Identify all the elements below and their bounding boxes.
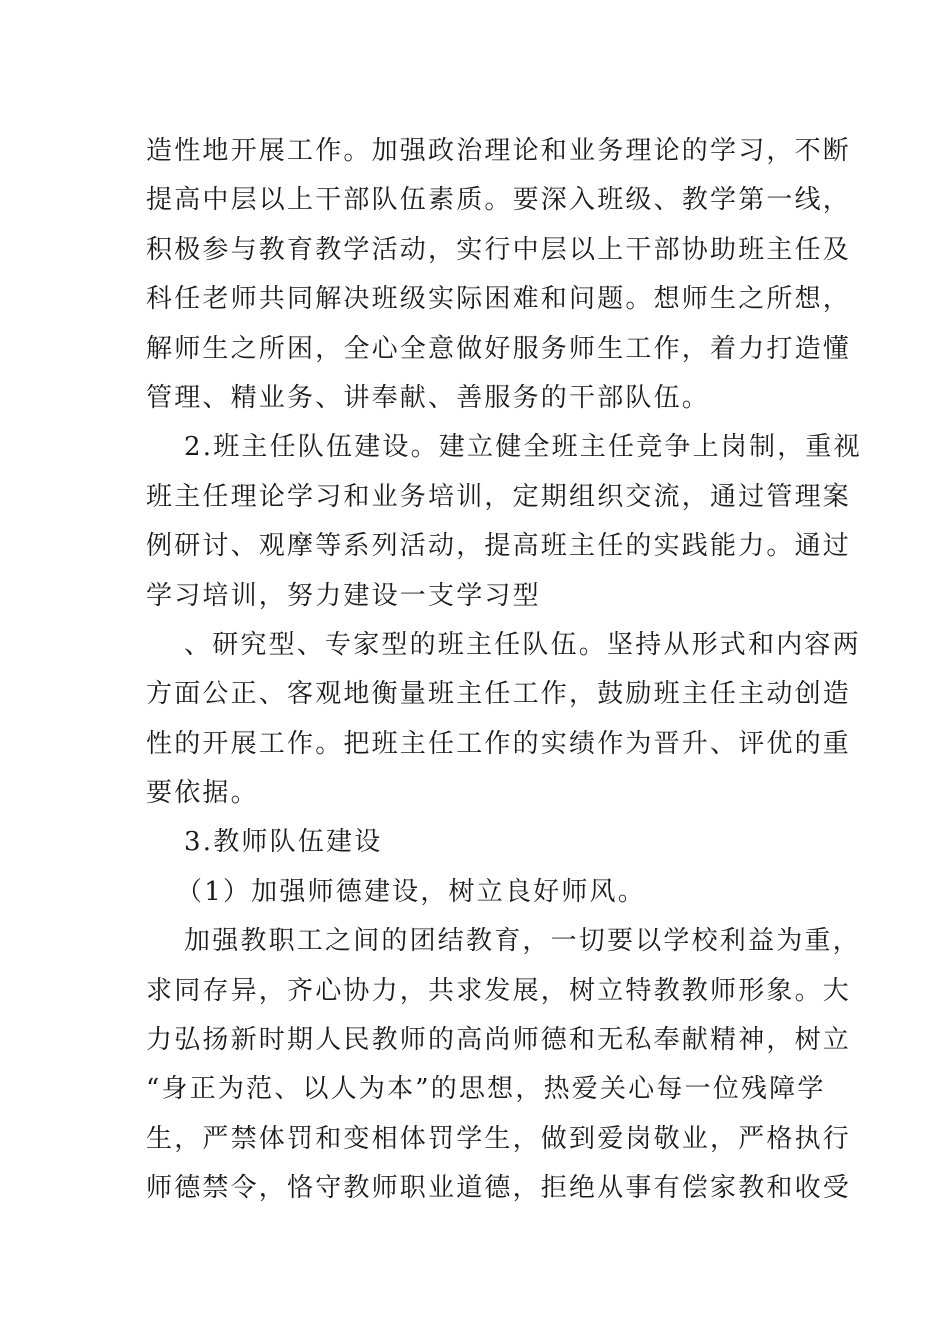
- text-line: 力弘扬新时期人民教师的高尚师德和无私奉献精神，树立: [146, 1025, 852, 1056]
- section-heading-teacher-team: 3.教师队伍建设: [184, 827, 383, 858]
- text-line: “身正为范、以人为本”的思想，热爱关心每一位残障学: [146, 1074, 826, 1105]
- subsection-heading: （1）加强师德建设，树立良好师风。: [176, 876, 646, 907]
- text-line: 求同存异，齐心协力，共求发展，树立特教教师形象。大: [146, 975, 852, 1006]
- text-line: 生，严禁体罚和变相体罚学生，做到爱岗敬业，严格执行: [146, 1123, 852, 1154]
- text-line: 学习培训，努力建设一支学习型: [146, 580, 541, 611]
- text-line: 造性地开展工作。加强政治理论和业务理论的学习，不断: [146, 136, 852, 166]
- text-line: 、研究型、专家型的班主任队伍。坚持从形式和内容两: [184, 629, 861, 660]
- text-line: 解师生之所困，全心全意做好服务师生工作，着力打造懂: [146, 333, 852, 364]
- text-line: 科任老师共同解决班级实际困难和问题。想师生之所想，: [146, 284, 852, 315]
- text-line: 管理、精业务、讲奉献、善服务的干部队伍。: [146, 382, 711, 413]
- text-line: 方面公正、客观地衡量班主任工作，鼓励班主任主动创造: [146, 679, 852, 710]
- text-line: 要依据。: [146, 778, 259, 809]
- text-line: 班主任理论学习和业务培训，定期组织交流，通过管理案: [146, 481, 852, 512]
- text-line: 例研讨、观摩等系列活动，提高班主任的实践能力。通过: [146, 531, 852, 562]
- text-line: 师德禁令，恪守教师职业道德，拒绝从事有偿家教和收受: [146, 1173, 852, 1204]
- text-line: 提高中层以上干部队伍素质。要深入班级、教学第一线，: [146, 185, 852, 216]
- section-heading-class-teacher: 2.班主任队伍建设。建立健全班主任竞争上岗制，重视: [184, 432, 862, 463]
- text-line: 加强教职工之间的团结教育，一切要以学校利益为重，: [184, 926, 861, 957]
- text-line: 积极参与教育教学活动，实行中层以上干部协助班主任及: [146, 234, 852, 265]
- text-line: 性的开展工作。把班主任工作的实绩作为晋升、评优的重: [146, 728, 852, 759]
- body-text: [146, 127, 862, 1214]
